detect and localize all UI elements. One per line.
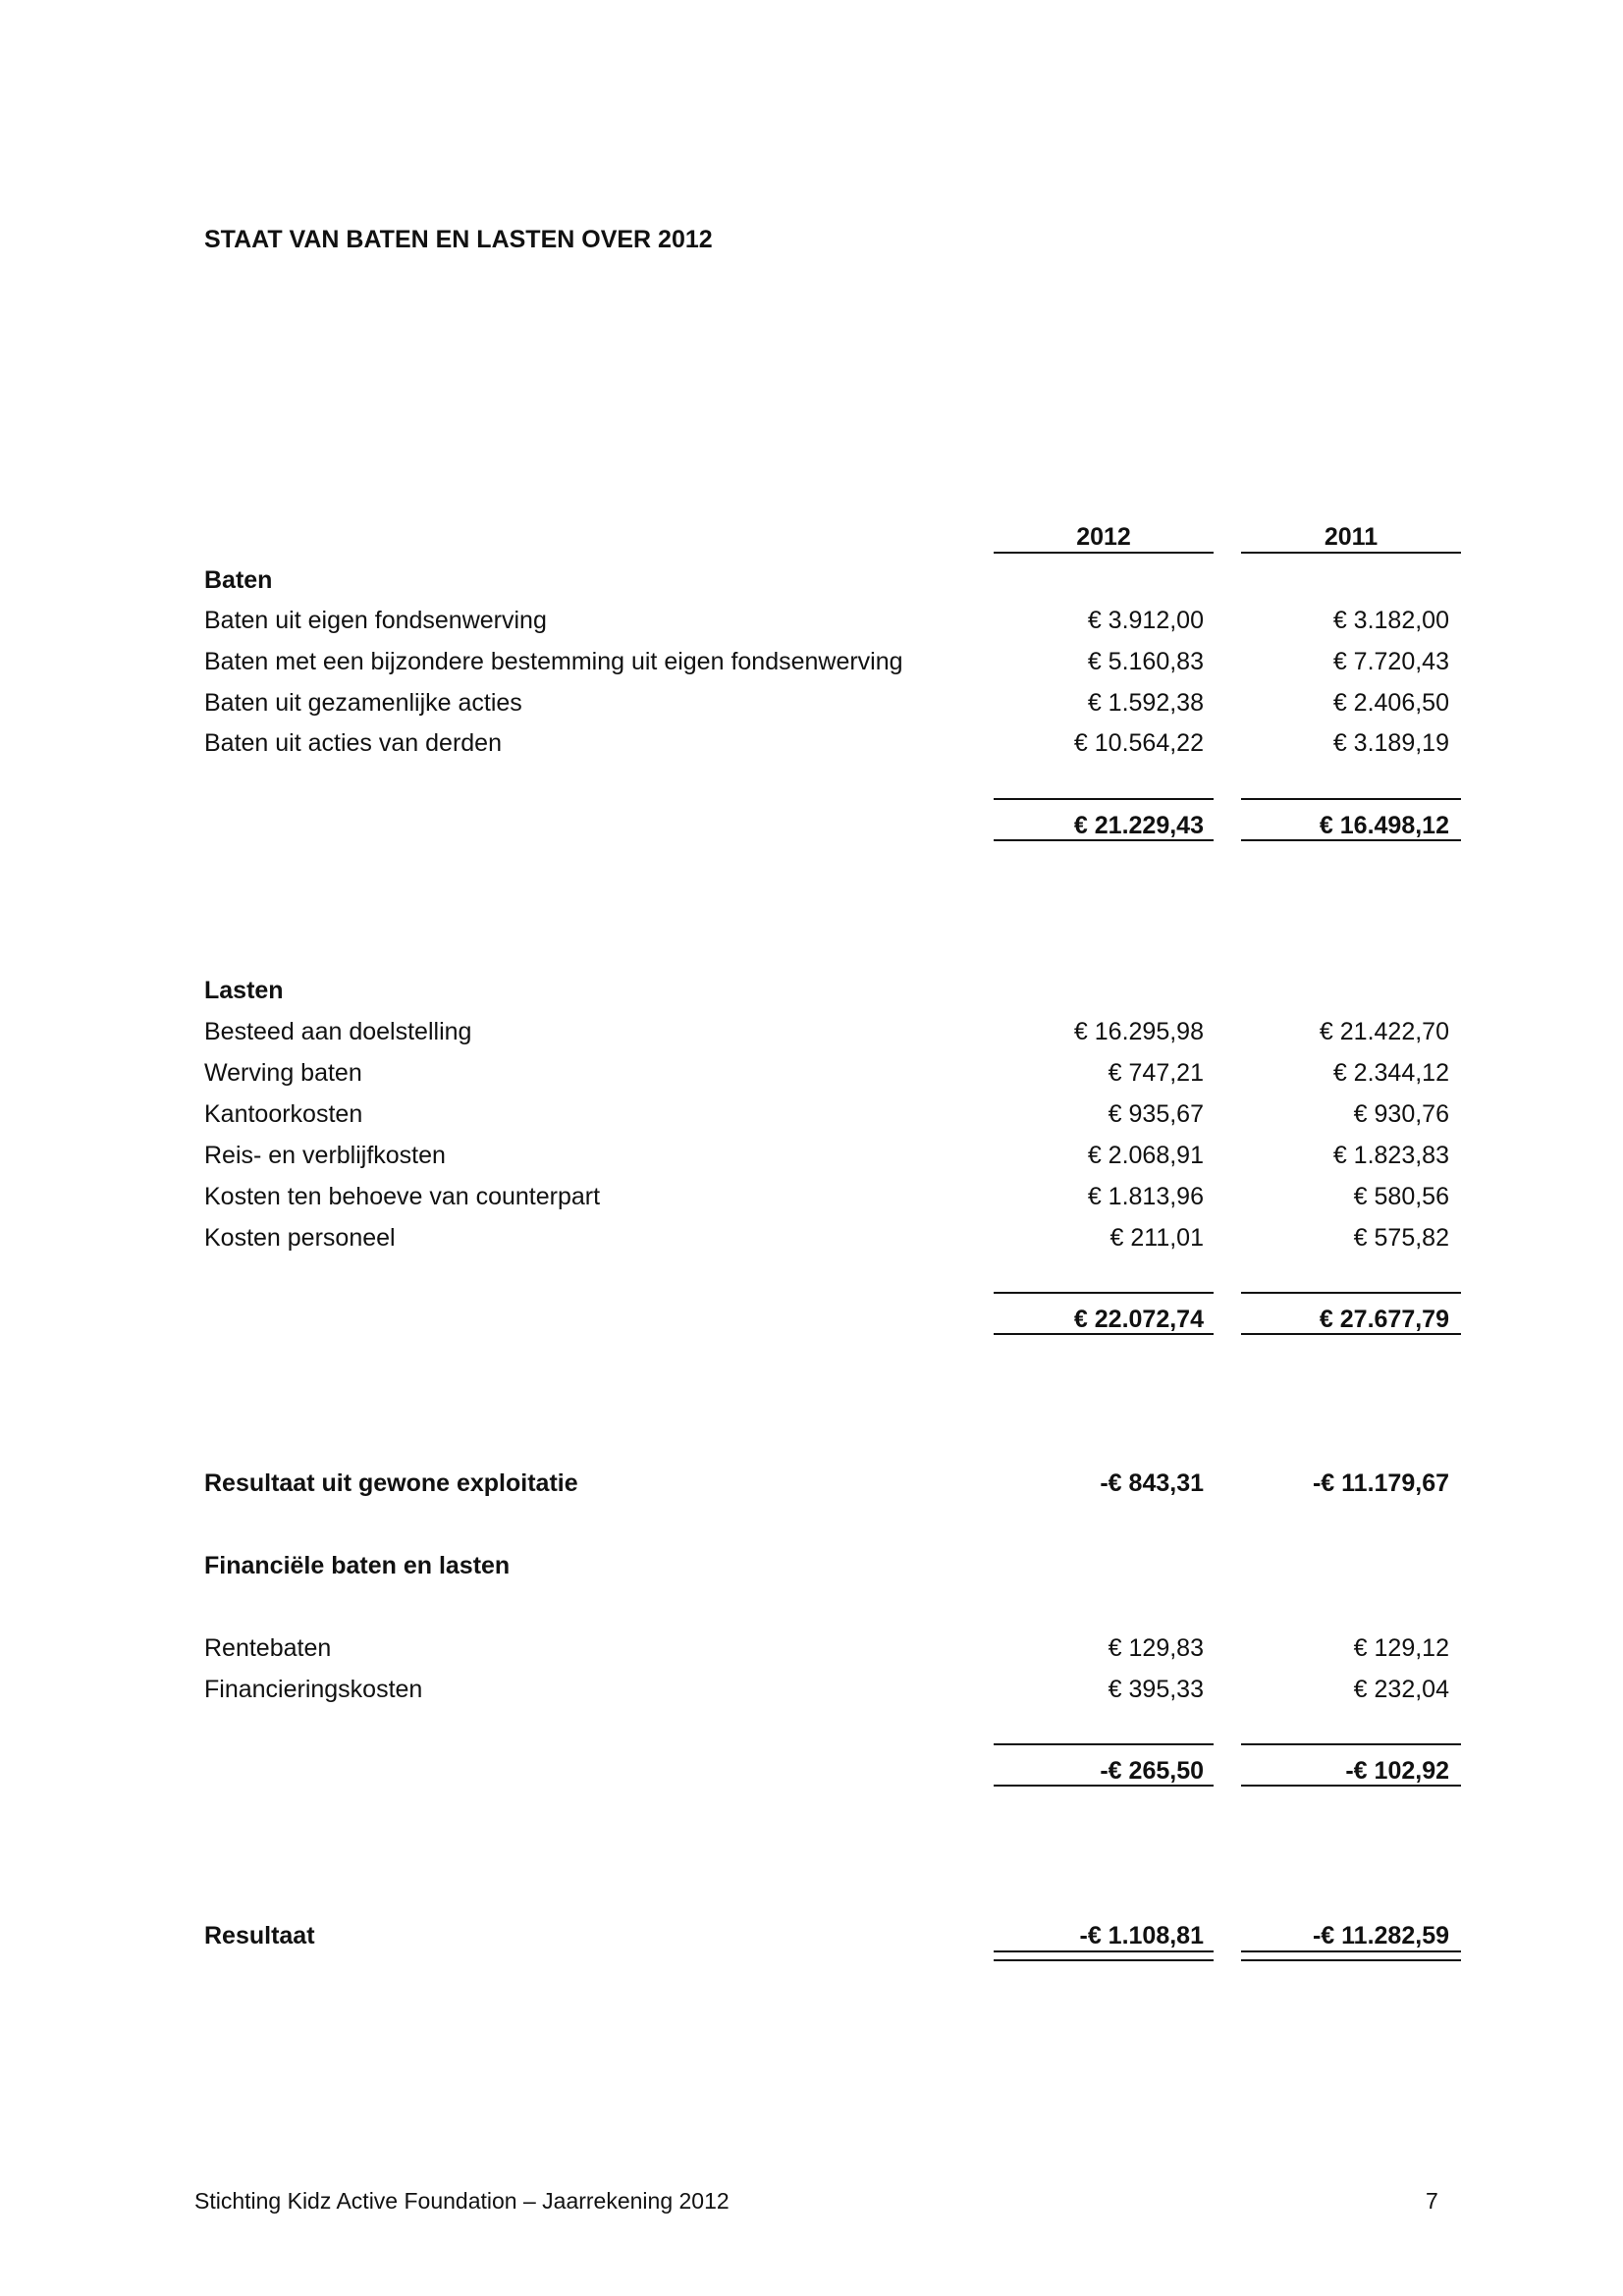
subtotal-line-bottom (1241, 1333, 1461, 1335)
subtotal-line-bottom (994, 1333, 1214, 1335)
page-number: 7 (1426, 2188, 1438, 2214)
column-header-2012: 2012 (1076, 523, 1131, 551)
row-value-2011: € 3.182,00 (1332, 607, 1449, 634)
row-value-2011: € 2.406,50 (1332, 689, 1449, 717)
row-label: Werving baten (204, 1059, 362, 1087)
row-label: Reis- en verblijfkosten (204, 1142, 446, 1169)
section-heading-lasten: Lasten (204, 977, 284, 1004)
row-value-2011: € 129,12 (1353, 1634, 1449, 1662)
row-label: Baten uit gezamenlijke acties (204, 689, 522, 717)
column-header-2011: 2011 (1324, 523, 1379, 551)
row-value-2011: € 575,82 (1353, 1224, 1449, 1252)
resultaat-underline (994, 1950, 1214, 1952)
footer-text: Stichting Kidz Active Foundation – Jaarrekening 2012 (194, 2188, 730, 2214)
row-value-2012: € 747,21 (1108, 1059, 1204, 1087)
row-value-2011: € 2.344,12 (1332, 1059, 1449, 1087)
row-label: Baten uit acties van derden (204, 729, 502, 757)
subtotal-line-bottom (994, 1785, 1214, 1787)
row-label: Financieringskosten (204, 1676, 423, 1703)
lasten-total-2012: € 22.072,74 (1073, 1306, 1204, 1333)
subtotal-line-top (1241, 1292, 1461, 1294)
subtotal-line-bottom (994, 839, 1214, 841)
financieel-total-2012: -€ 265,50 (1100, 1757, 1204, 1785)
row-label: Baten met een bijzondere bestemming uit eigen fondsenwerving (204, 648, 903, 675)
row-value-2012: € 2.068,91 (1087, 1142, 1204, 1169)
subtotal-line-bottom (1241, 1785, 1461, 1787)
row-value-2011: € 232,04 (1353, 1676, 1449, 1703)
row-label: Kosten personeel (204, 1224, 396, 1252)
row-label: Rentebaten (204, 1634, 332, 1662)
resultaat-double-underline (1241, 1959, 1461, 1961)
section-heading-baten: Baten (204, 566, 273, 594)
subtotal-line-top (1241, 1743, 1461, 1745)
baten-total-2011: € 16.498,12 (1319, 812, 1449, 839)
baten-total-2012: € 21.229,43 (1073, 812, 1204, 839)
resultaat-gewoon-2011: -€ 11.179,67 (1312, 1469, 1449, 1497)
row-value-2012: € 395,33 (1108, 1676, 1204, 1703)
section-heading-financieel: Financiële baten en lasten (204, 1552, 511, 1579)
row-value-2012: € 1.813,96 (1087, 1183, 1204, 1210)
row-value-2011: € 7.720,43 (1332, 648, 1449, 675)
row-label: Besteed aan doelstelling (204, 1018, 472, 1045)
resultaat-double-underline (994, 1959, 1214, 1961)
row-label: Baten uit eigen fondsenwerving (204, 607, 547, 634)
subtotal-line-bottom (1241, 839, 1461, 841)
row-value-2012: € 935,67 (1108, 1100, 1204, 1128)
resultaat-2012: -€ 1.108,81 (1079, 1922, 1204, 1949)
row-value-2011: € 930,76 (1353, 1100, 1449, 1128)
financieel-total-2011: -€ 102,92 (1345, 1757, 1449, 1785)
row-value-2012: € 211,01 (1109, 1224, 1204, 1252)
row-value-2011: € 580,56 (1353, 1183, 1449, 1210)
subtotal-line-top (994, 1292, 1214, 1294)
row-value-2012: € 129,83 (1108, 1634, 1204, 1662)
row-label: Kantoorkosten (204, 1100, 363, 1128)
resultaat-gewoon-2012: -€ 843,31 (1100, 1469, 1204, 1497)
row-value-2011: € 21.422,70 (1319, 1018, 1449, 1045)
row-value-2012: € 3.912,00 (1087, 607, 1204, 634)
resultaat-gewoon-label: Resultaat uit gewone exploitatie (204, 1469, 578, 1497)
resultaat-2011: -€ 11.282,59 (1312, 1922, 1449, 1949)
resultaat-label: Resultaat (204, 1922, 315, 1949)
column-header-underline (1241, 552, 1461, 554)
row-value-2012: € 10.564,22 (1073, 729, 1204, 757)
lasten-total-2011: € 27.677,79 (1319, 1306, 1449, 1333)
row-value-2012: € 1.592,38 (1087, 689, 1204, 717)
column-header-underline (994, 552, 1214, 554)
row-value-2012: € 5.160,83 (1087, 648, 1204, 675)
subtotal-line-top (994, 798, 1214, 800)
row-label: Kosten ten behoeve van counterpart (204, 1183, 601, 1210)
subtotal-line-top (994, 1743, 1214, 1745)
row-value-2012: € 16.295,98 (1073, 1018, 1204, 1045)
page-title: STAAT VAN BATEN EN LASTEN OVER 2012 (204, 226, 713, 253)
row-value-2011: € 3.189,19 (1332, 729, 1449, 757)
resultaat-underline (1241, 1950, 1461, 1952)
row-value-2011: € 1.823,83 (1332, 1142, 1449, 1169)
subtotal-line-top (1241, 798, 1461, 800)
